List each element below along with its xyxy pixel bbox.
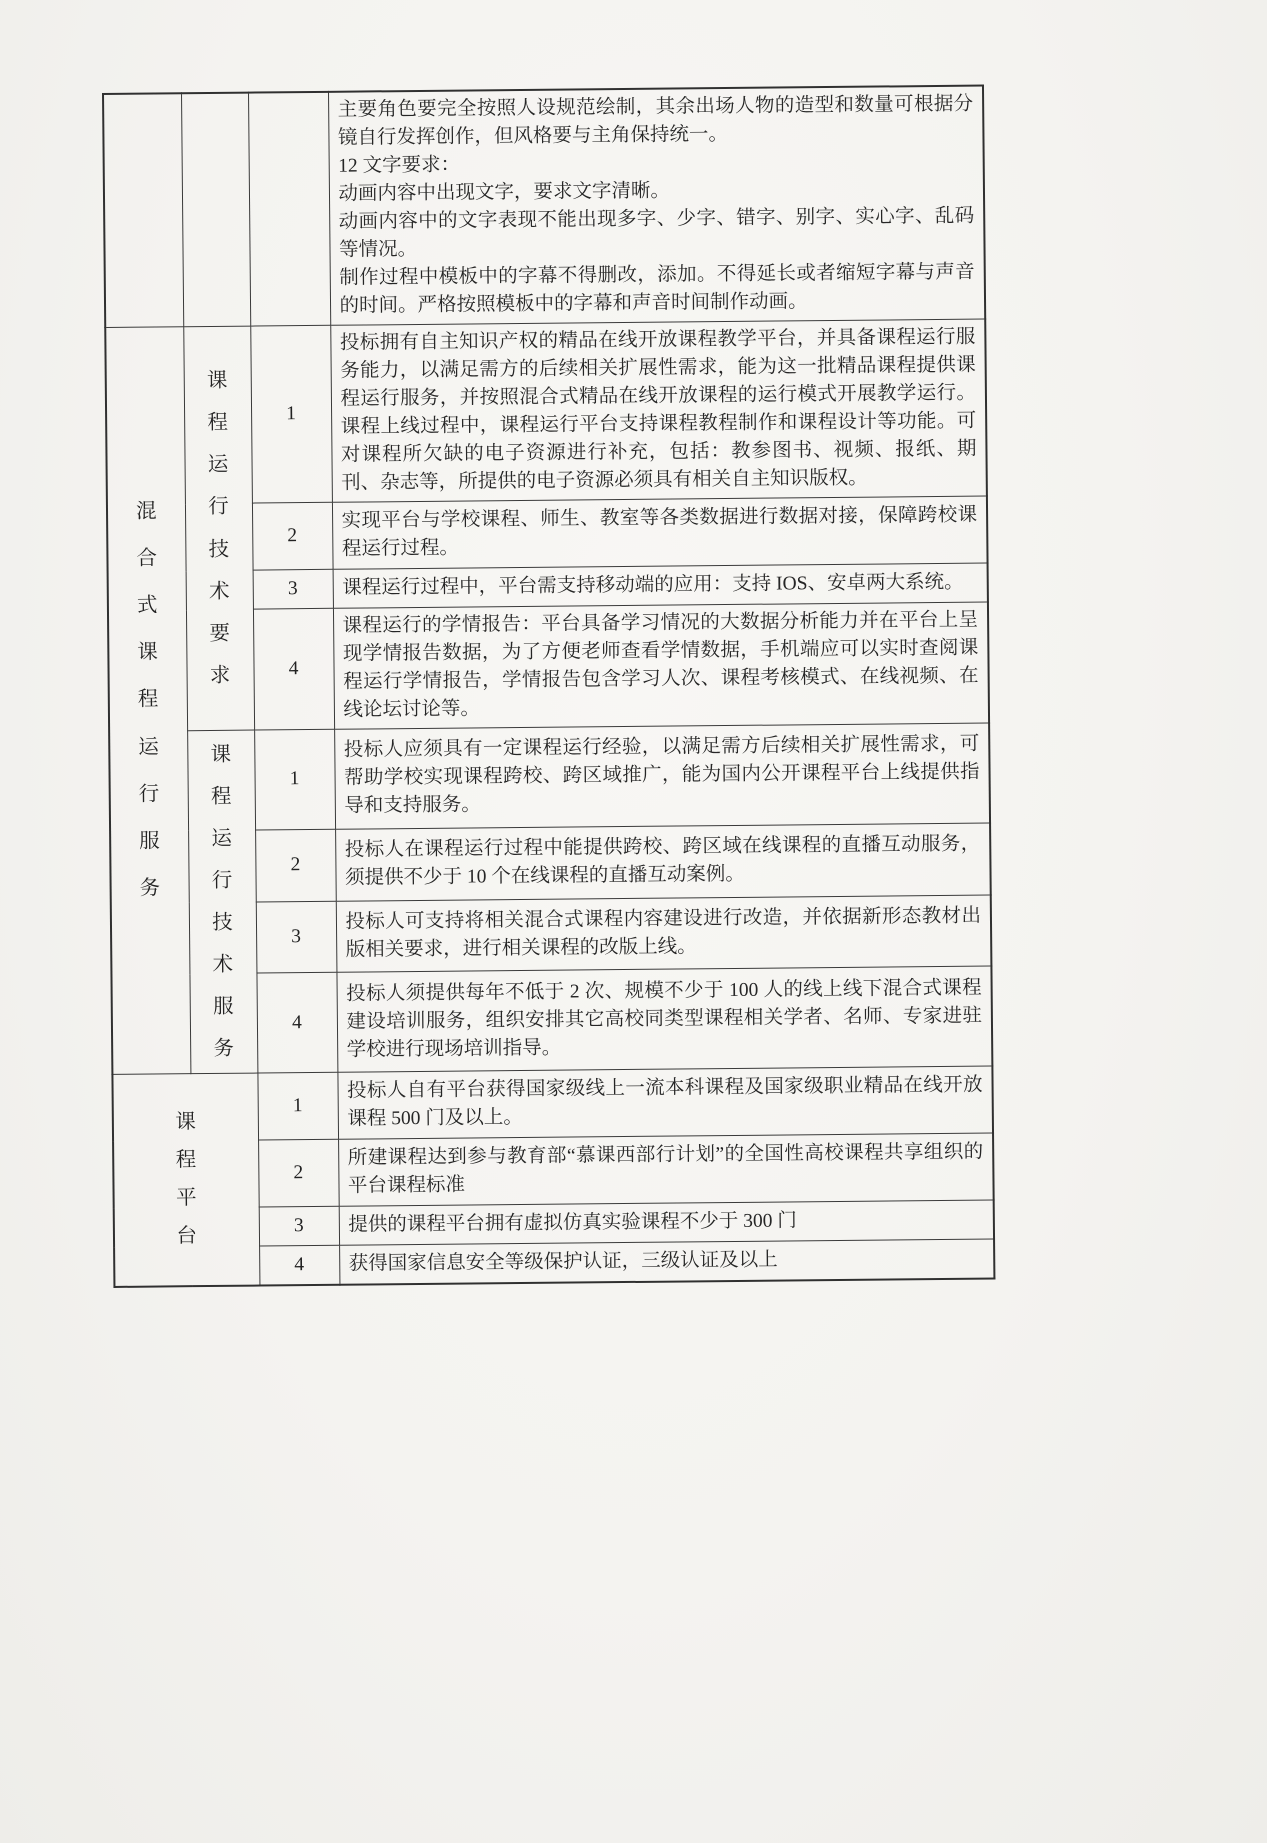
category-label: 混合式课程运行服务: [135, 500, 161, 900]
item-text-cell: 投标人须提供每年不低于 2 次、规模不少于 100 人的线上线下混合式课程建设培训服务，组织安排其它高校同类型课程相关学者、名师、专家进驻学校进行现场培训指导。: [336, 966, 992, 1072]
item-number-cell: 2: [258, 1139, 339, 1207]
item-text-cell: 课程运行的学情报告：平台具备学习情况的大数据分析能力并在平台上呈现学情报告数据，为了方便老师查看学情数据，手机端应可以实时查阅课程运行学情报告，学情报告包含学习人次、课程考核模式、在线视频、在线论坛讨论等。: [333, 602, 989, 729]
category-label: 课程平台: [175, 1110, 198, 1247]
table-row: [103, 86, 985, 328]
subcategory-cell-tech-requirements: [183, 326, 254, 731]
item-number-cell: 3: [253, 569, 333, 609]
empty-number-cell: [248, 92, 330, 326]
document-scan: [102, 85, 993, 1289]
empty-subcategory-cell: [181, 93, 250, 327]
item-text-cell: 投标人可支持将相关混合式课程内容建设进行改造，并依据新形态教材出版相关要求，进行相关课程的改版上线。: [336, 895, 992, 973]
item-text-cell: 投标人在课程运行过程中能提供跨校、跨区域在线课程的直播互动服务，须提供不少于 10 个在线课程的直播互动案例。: [335, 823, 991, 901]
item-text-cell: 提供的课程平台拥有虚拟仿真实验课程不少于 300 门: [339, 1200, 994, 1245]
item-number-cell: 4: [253, 608, 334, 730]
table-row: [109, 723, 990, 831]
item-number-cell: 1: [257, 1072, 338, 1140]
continuation-text-cell: 主要角色要完全按照人设规范绘制，其余出场人物的造型和数量可根据分镜自行发挥创作，但风格要与主角保持统一。 12 文字要求： 动画内容中出现文字，要求文字清晰。 动画内容中的文字表现不能出现多字、少字、错字、别字、实心字、乱码等情况。 制作过程中模板中的字幕不得删改，添加。不得延长或者缩短字幕与声音的时间。严格按照模板中的字幕和声音时间制作动画。: [328, 86, 985, 326]
empty-category-cell: [103, 93, 183, 327]
item-number-cell: 2: [255, 829, 336, 902]
item-text-cell: 投标人自有平台获得国家级线上一流本科课程及国家级职业精品在线开放课程 500 门及以上。: [337, 1066, 993, 1139]
item-text-cell: 投标拥有自主知识产权的精品在线开放课程教学平台，并具备课程运行服务能力，以满足需方的后续相关扩展性需求，能为这一批精品课程提供课程运行服务，并按照混合式精品在线开放课程的运行模式开展教学运行。课程上线过程中，课程运行平台支持课程教程制作和课程设计等功能。可对课程所欠缺的电子资源进行补充，包括：教参图书、视频、报纸、期刊、杂志等，所提供的电子资源必须具有相关自主知识版权。: [330, 319, 987, 502]
item-number-cell: 1: [250, 325, 332, 503]
item-number-cell: 3: [256, 901, 337, 974]
item-number-cell: 3: [259, 1206, 339, 1246]
table-row: [112, 1066, 993, 1141]
item-text-cell: 课程运行过程中，平台需支持移动端的应用：支持 IOS、安卓两大系统。: [333, 563, 988, 608]
item-number-cell: 4: [256, 973, 337, 1074]
item-text-cell: 所建课程达到参与教育部“慕课西部行计划”的全国性高校课程共享组织的平台课程标准: [338, 1133, 994, 1206]
item-number-cell: 2: [252, 502, 333, 570]
item-text-cell: 实现平台与学校课程、师生、教室等各类数据进行数据对接，保障跨校课程运行过程。: [332, 496, 988, 569]
subcategory-label: 课程运行技术要求: [206, 370, 231, 687]
item-number-cell: 1: [254, 729, 335, 829]
item-number-cell: 4: [259, 1245, 339, 1285]
subcategory-label: 课程运行技术服务: [210, 743, 235, 1061]
item-text-cell: 投标人应须具有一定课程运行经验，以满足需方后续相关扩展性需求，可帮助学校实现课程跨校、跨区域推广，能为国内公开课程平台上线提供指导和支持服务。: [334, 723, 990, 829]
subcategory-cell-tech-services: [187, 730, 257, 1074]
item-text-cell: 获得国家信息安全等级保护认证，三级认证及以上: [339, 1239, 994, 1285]
category-cell-course-platform: [112, 1073, 259, 1287]
category-cell-mixed-course-service: [105, 327, 190, 1075]
table-row: [105, 319, 987, 504]
requirements-table: [102, 85, 995, 1289]
